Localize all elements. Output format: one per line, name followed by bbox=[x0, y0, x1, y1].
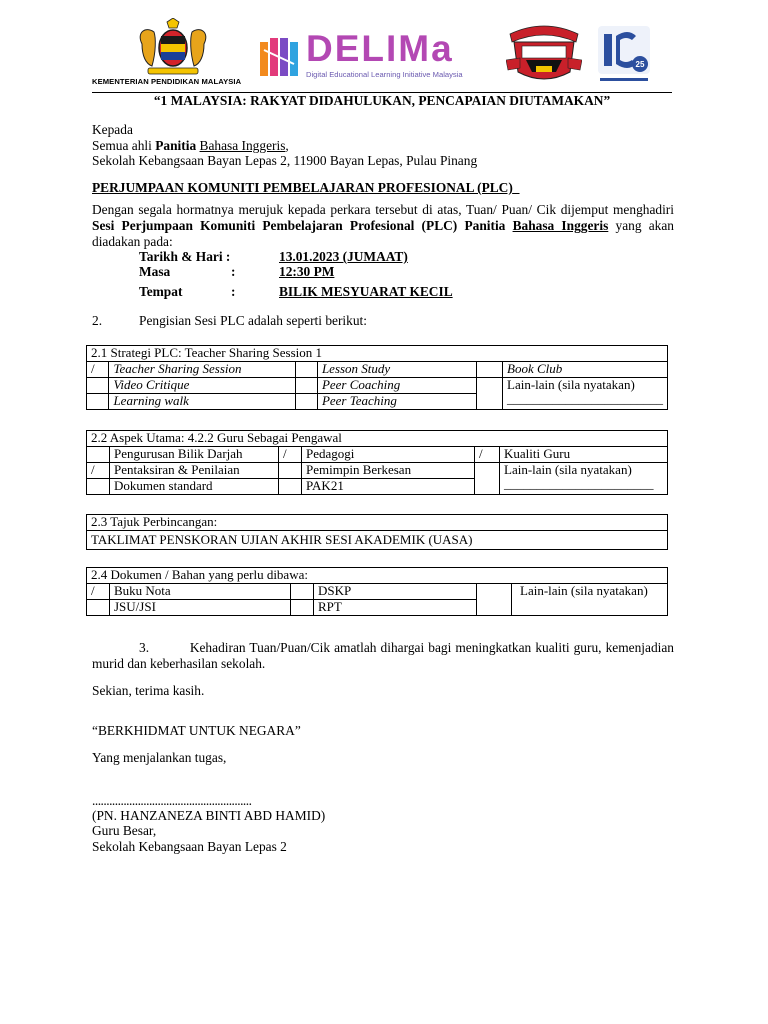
recipient-line2: Sekolah Kebangsaan Bayan Lepas 2, 11900 Bayan Lepas, Pulau Pinang bbox=[92, 153, 478, 168]
table4-tick bbox=[477, 584, 512, 616]
detail-place-value: BILIK MESYUARAT KECIL bbox=[279, 284, 453, 299]
table3-content: TAKLIMAT PENSKORAN UJIAN AKHIR SESI AKADEMIK (UASA) bbox=[87, 531, 668, 550]
intro-bold: Sesi Perjumpaan Komuniti Pembelajaran Profesional (PLC) Panitia bbox=[92, 218, 513, 233]
table2-other-label: Lain-lain (sila nyatakan) bbox=[504, 462, 632, 477]
table4-tick bbox=[291, 584, 314, 600]
table2-cell: Kualiti Guru bbox=[500, 447, 668, 463]
para2-number: 2. bbox=[92, 313, 103, 328]
table2-other bbox=[500, 463, 668, 495]
table-strategi-plc bbox=[86, 345, 668, 410]
table1-other bbox=[503, 378, 668, 410]
svg-text:25: 25 bbox=[635, 60, 645, 69]
detail-place-colon: : bbox=[231, 284, 236, 299]
ics-25-logo bbox=[596, 24, 652, 86]
table4-tick bbox=[87, 600, 110, 616]
yang-menjalankan-tugas: Yang menjalankan tugas, bbox=[92, 750, 227, 765]
table2-cell: Dokumen standard bbox=[110, 479, 279, 495]
table2-tick bbox=[279, 479, 302, 495]
table1-cell: Peer Teaching bbox=[317, 394, 476, 410]
table4-cell: JSU/JSI bbox=[110, 600, 291, 616]
letter-subject-text: PERJUMPAAN KOMUNITI PEMBELAJARAN PROFESIONAL (PLC) bbox=[92, 180, 513, 195]
detail-time-colon: : bbox=[231, 264, 236, 279]
recipient-prefix: Semua ahli bbox=[92, 138, 156, 153]
intro-paragraph bbox=[92, 202, 674, 250]
delima-subtitle: Digital Educational Learning Initiative Malaysia bbox=[306, 70, 463, 79]
intro-bold-underlined: Bahasa Inggeris bbox=[512, 218, 609, 233]
table2-tick bbox=[279, 463, 302, 479]
malaysia-coat-of-arms-logo bbox=[130, 18, 216, 78]
table1-tick bbox=[476, 362, 502, 378]
signatory-name: (PN. HANZANEZA BINTI ABD HAMID) bbox=[92, 808, 326, 823]
table2-tick: / bbox=[279, 447, 302, 463]
detail-date-value: 13.01.2023 (JUMAAT) bbox=[279, 249, 408, 264]
table1-tick bbox=[295, 378, 317, 394]
table1-tick bbox=[87, 394, 109, 410]
table2-tick bbox=[475, 463, 500, 495]
para2-text: Pengisian Sesi PLC adalah seperti berikut: bbox=[139, 313, 367, 328]
table2-title: 2.2 Aspek Utama: 4.2.2 Guru Sebagai Pengawal bbox=[87, 431, 668, 447]
closing: Sekian, terima kasih. bbox=[92, 683, 205, 698]
delima-book-icon bbox=[258, 34, 302, 78]
table2-tick bbox=[87, 479, 110, 495]
table4-cell: DSKP bbox=[314, 584, 477, 600]
para3-number: 3. bbox=[139, 640, 150, 655]
table1-cell: Learning walk bbox=[109, 394, 295, 410]
table2-tick: / bbox=[87, 463, 110, 479]
table4-cell: RPT bbox=[314, 600, 477, 616]
table-aspek-utama bbox=[86, 430, 668, 495]
table4-other: Lain-lain (sila nyatakan) bbox=[512, 584, 668, 616]
table1-tick bbox=[295, 362, 317, 378]
intro-text1: Dengan segala hormatnya merujuk kepada perkara tersebut di atas, Tuan/ Puan/ Cik dijemput menghadiri bbox=[92, 202, 674, 217]
school-badge-logo bbox=[506, 20, 582, 86]
table2-cell: PAK21 bbox=[302, 479, 475, 495]
table1-tick bbox=[87, 378, 109, 394]
table1-other-label: Lain-lain (sila nyatakan) bbox=[507, 377, 635, 392]
table4-tick: / bbox=[87, 584, 110, 600]
table2-tick bbox=[87, 447, 110, 463]
table1-other-blank: ________________________ bbox=[507, 391, 663, 406]
recipient-panitia: Panitia bbox=[155, 138, 197, 153]
table1-cell: Book Club bbox=[503, 362, 668, 378]
letter-subject bbox=[92, 180, 520, 196]
signature-line: ........................................................ bbox=[92, 793, 252, 808]
para3-text: Kehadiran Tuan/Puan/Cik amatlah dihargai bagi meningkatkan kualiti guru, kemenjadian murid dan keberhasilan sekolah. bbox=[92, 640, 674, 671]
recipient-subject: Bahasa Inggeris bbox=[199, 138, 286, 153]
intro-text2: yang akan diadakan pada: bbox=[92, 218, 675, 249]
table4-cell: Buku Nota bbox=[110, 584, 291, 600]
table1-cell: Teacher Sharing Session bbox=[109, 362, 295, 378]
table2-cell: Pemimpin Berkesan bbox=[302, 463, 475, 479]
table1-title: 2.1 Strategi PLC: Teacher Sharing Session 1 bbox=[87, 346, 668, 362]
table-dokumen bbox=[86, 567, 668, 616]
recipient-comma: , bbox=[285, 138, 289, 153]
detail-place-label: Tempat bbox=[139, 284, 183, 299]
signatory-school: Sekolah Kebangsaan Bayan Lepas 2 bbox=[92, 839, 287, 854]
recipient-to: Kepada bbox=[92, 122, 133, 137]
detail-time-value: 12:30 PM bbox=[279, 264, 335, 279]
letterhead bbox=[92, 14, 672, 92]
table1-cell: Peer Coaching bbox=[317, 378, 476, 394]
slogan: “BERKHIDMAT UNTUK NEGARA” bbox=[92, 723, 301, 738]
para3 bbox=[92, 640, 674, 672]
signatory-title: Guru Besar, bbox=[92, 823, 157, 838]
table1-cell: Video Critique bbox=[109, 378, 295, 394]
detail-time-label: Masa bbox=[139, 264, 171, 279]
recipient-line1 bbox=[92, 138, 289, 154]
detail-date-label: Tarikh & Hari : bbox=[139, 249, 231, 264]
delima-logo bbox=[258, 28, 494, 80]
table2-cell: Pengurusan Bilik Darjah bbox=[110, 447, 279, 463]
table4-tick bbox=[291, 600, 314, 616]
table1-tick bbox=[476, 378, 502, 410]
table2-cell: Pentaksiran & Penilaian bbox=[110, 463, 279, 479]
table3-title: 2.3 Tajuk Perbincangan: bbox=[87, 515, 668, 531]
table2-cell: Pedagogi bbox=[302, 447, 475, 463]
table1-tick: / bbox=[87, 362, 109, 378]
table2-other-blank: _______________________ bbox=[504, 476, 654, 491]
delima-wordmark: DELIMa bbox=[306, 28, 454, 69]
table4-title: 2.4 Dokumen / Bahan yang perlu dibawa: bbox=[87, 568, 668, 584]
ministry-label: KEMENTERIAN PENDIDIKAN MALAYSIA bbox=[92, 77, 242, 86]
table1-tick bbox=[295, 394, 317, 410]
table2-tick: / bbox=[475, 447, 500, 463]
table-tajuk bbox=[86, 514, 668, 550]
motto: “1 MALAYSIA: RAKYAT DIDAHULUKAN, PENCAPAIAN DIUTAMAKAN” bbox=[153, 93, 611, 108]
table1-cell: Lesson Study bbox=[317, 362, 476, 378]
